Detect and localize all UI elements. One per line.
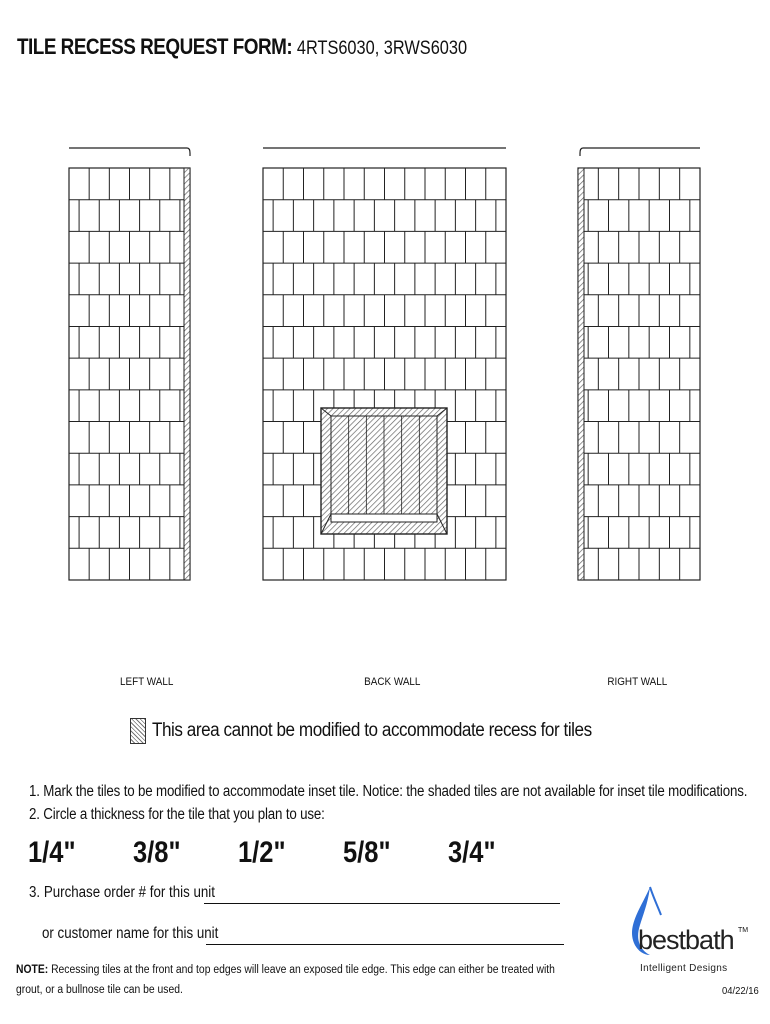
legend-text: This area cannot be modified to accommodate recess for tiles [152,720,592,741]
right-wall-label: RIGHT WALL [607,676,668,688]
revision-date: 04/22/16 [722,985,759,997]
model-numbers: 4RTS6030, 3RWS6030 [296,38,468,59]
note-prefix: NOTE: [16,964,49,976]
right-wall-diagram[interactable] [578,148,700,580]
thickness-option-1-2[interactable]: 1/2" [238,836,286,869]
shaded-area-legend [130,718,641,744]
form-title-text: TILE RECESS REQUEST FORM: [17,34,293,59]
instruction-step-1: 1. Mark the tiles to be modified to accommodate inset tile. Notice: the shaded tiles are not available for inset tile modifications. [29,783,748,800]
bestbath-logo [626,885,756,980]
thickness-option-3-8[interactable]: 3/8" [133,836,181,869]
purchase-order-label: 3. Purchase order # for this unit [29,884,215,901]
left-wall-diagram[interactable] [69,148,190,580]
customer-name-label: or customer name for this unit [42,925,219,942]
note-body: Recessing tiles at the front and top edges will leave an exposed tile edge. This edge can either be treated with grout, or a bullnose tile can be used. [16,964,555,996]
purchase-order-field[interactable] [204,889,560,904]
customer-name-field[interactable] [206,930,564,945]
thickness-option-1-4[interactable]: 1/4" [28,836,76,869]
logo-tagline: Intelligent Designs [640,963,728,974]
thickness-option-5-8[interactable]: 5/8" [343,836,391,869]
left-wall-label: LEFT WALL [119,676,174,688]
back-wall-diagram[interactable] [263,148,506,580]
logo-wordmark: bestbath [638,925,734,955]
note-text [16,960,556,1000]
hatch-swatch-icon [130,718,146,744]
back-wall-label: BACK WALL [364,676,421,688]
thickness-option-3-4[interactable]: 3/4" [448,836,496,869]
instruction-step-2: 2. Circle a thickness for the tile that you plan to use: [29,806,325,823]
logo-trademark: TM [738,927,749,934]
